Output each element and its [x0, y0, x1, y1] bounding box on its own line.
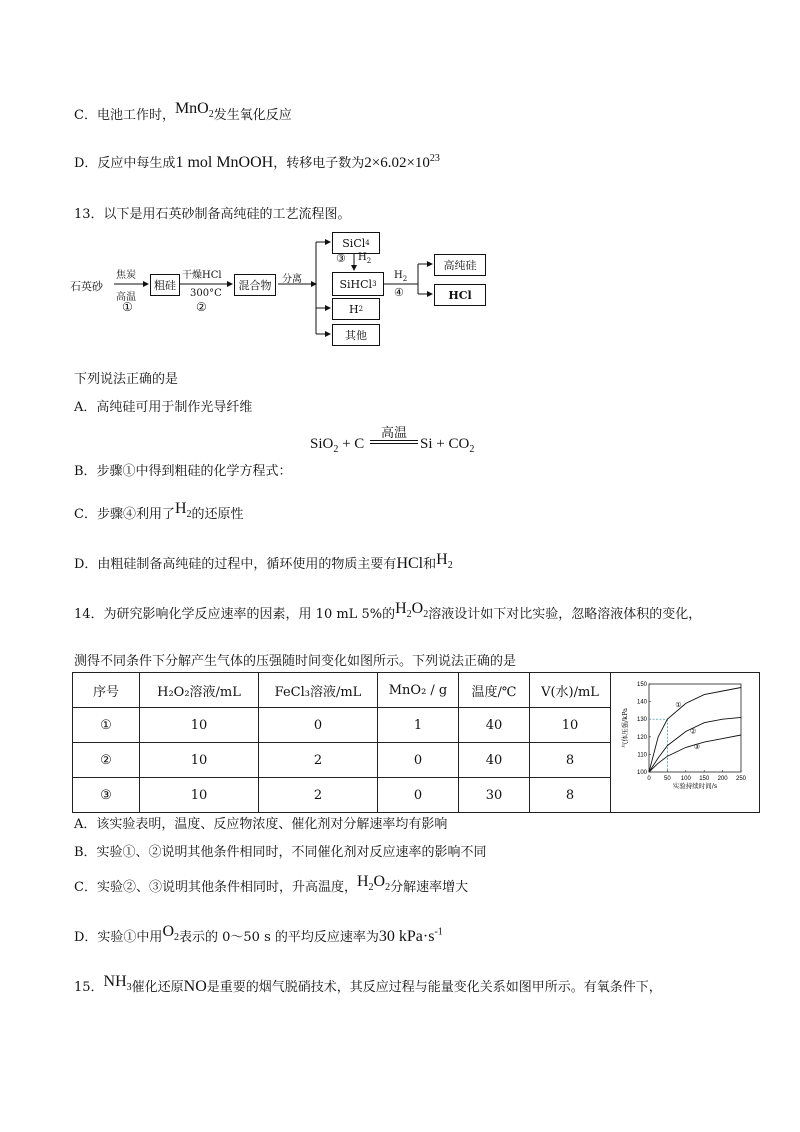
x-axis-label: 实验持续时间/s — [672, 781, 718, 790]
flow-step1-reagent: 焦炭 — [116, 270, 136, 281]
series-label-3: ③ — [693, 742, 700, 751]
flow-start: 石英砂 — [70, 280, 103, 293]
cell: 0 — [378, 743, 459, 778]
flow-other: 其他 — [332, 324, 380, 346]
flow-step4-h2: $H_2$ — [394, 270, 408, 283]
cell: 10 — [140, 778, 259, 813]
cell: ③ — [73, 778, 140, 813]
series-label-1: ① — [675, 700, 682, 709]
y-tick-label: 130 — [636, 716, 647, 723]
equation-condition: 高温 — [380, 426, 407, 441]
series-line-3 — [649, 735, 741, 772]
table-header-row — [73, 673, 760, 708]
header-index: 序号 — [73, 673, 140, 708]
header-mno2: MnO₂ / g — [378, 673, 459, 708]
q13-option-a: A．高纯硅可用于制作光导纤维 — [74, 400, 253, 415]
q13-stem: 13．以下是用石英砂制备高纯硅的工艺流程图。 — [74, 207, 351, 222]
header-water: V(水)/mL — [530, 673, 611, 708]
q12-option-d: D．反应中每生成1 mol MnOOH，转移电子数为$2\times 6.02\times 10^{23}$ — [74, 153, 440, 171]
flow-sihcl3: SiHCl 3 — [332, 272, 384, 296]
q14-stem: 14．为研究影响化学反应速率的因素，用 10 mL 5%的$H_2O_2$溶液设计如下对比实验，忽略溶液体积的变化， — [74, 600, 702, 622]
q13-option-d: D．由粗硅制备高纯硅的过程中，循环使用的物质主要有HCl和$H_2$ — [74, 551, 453, 572]
flow-pure-si: 高纯硅 — [434, 254, 486, 276]
x-tick-label: 0 — [647, 775, 651, 782]
chart-cell — [611, 673, 760, 813]
x-tick-label: 250 — [735, 775, 747, 782]
cell: 0 — [259, 708, 378, 743]
flow-h2-box: H 2 — [332, 298, 380, 320]
flow-step1-number: ① — [122, 300, 133, 314]
flow-sicl4: SiCl 4 — [332, 232, 380, 254]
flow-crude-si: 粗硅 — [150, 274, 180, 296]
x-tick-label: 200 — [717, 775, 728, 782]
flow-step2-condition: 300°C — [190, 288, 222, 299]
q14-option-d: D．实验①中用$O_2$表示的 0～50 s 的平均反应速率为30 $kPa\cdot s^{-1}$ — [74, 923, 443, 945]
q14-option-a: A．该实验表明，温度、反应物浓度、催化剂对分解速率均有影响 — [74, 817, 448, 832]
flow-step3-h2: $H_2$ — [358, 252, 372, 265]
y-tick-label: 100 — [636, 769, 647, 776]
header-fecl3: FeCl₃溶液/mL — [259, 673, 378, 708]
header-temp: 温度/℃ — [459, 673, 530, 708]
flow-hcl: HCl — [434, 284, 486, 306]
q13-option-c: C．步骤④利用了$H_2$的还原性 — [74, 500, 244, 522]
cell: 0 — [378, 778, 459, 813]
q14-table — [72, 672, 760, 813]
cell: 2 — [259, 778, 378, 813]
cell: 40 — [459, 743, 530, 778]
flow-step4-number: ④ — [394, 286, 404, 299]
y-tick-label: 120 — [636, 734, 647, 741]
cell: 30 — [459, 778, 530, 813]
flow-separate: 分离 — [282, 274, 302, 285]
q14-stem-2: 测得不同条件下分解产生气体的压强随时间变化如图所示。下列说法正确的是 — [74, 654, 517, 669]
flow-step2-number: ② — [196, 300, 207, 314]
x-tick-label: 100 — [680, 775, 691, 782]
cell: 2 — [259, 743, 378, 778]
cell: 10 — [140, 743, 259, 778]
header-h2o2: H₂O₂溶液/mL — [140, 673, 259, 708]
cell: 1 — [378, 708, 459, 743]
q15-stem: 15．$NH_3$催化还原NO是重要的烟气脱硝技术，其反应过程与能量变化关系如图甲所示。有氧条件下， — [74, 973, 662, 995]
pressure-time-chart — [615, 676, 755, 806]
flow-step1-condition: 高温 — [116, 292, 136, 303]
q12-option-c: C．电池工作时，MnO$_2$发生氧化反应 — [74, 100, 292, 123]
x-tick-label: 50 — [664, 775, 671, 782]
flow-step2-reagent: 干燥HCl — [182, 270, 222, 281]
cell: 40 — [459, 708, 530, 743]
x-tick-label: 150 — [699, 775, 710, 782]
cell: 10 — [530, 708, 611, 743]
q14-option-b: B．实验①、②说明其他条件相同时，不同催化剂对反应速率的影响不同 — [74, 845, 487, 860]
q13-equation: SiO$_2$ + C 高温 $Si + CO_2$ — [310, 422, 490, 458]
q13-option-b: B．步骤①中得到粗硅的化学方程式： — [74, 464, 292, 479]
cell: ② — [73, 743, 140, 778]
y-tick-label: 140 — [636, 699, 647, 706]
cell: 8 — [530, 778, 611, 813]
flow-step3-number: ③ — [336, 252, 346, 265]
y-axis-label: 气体压强/kPa — [621, 707, 629, 748]
flow-mixture: 混合物 — [234, 274, 276, 296]
q13-flow-diagram — [70, 228, 510, 348]
cell: 8 — [530, 743, 611, 778]
y-tick-label: 150 — [636, 681, 647, 688]
cell: 10 — [140, 708, 259, 743]
y-tick-label: 110 — [637, 751, 647, 758]
q14-option-c: C．实验②、③说明其他条件相同时，升高温度，$H_2O_2$分解速率增大 — [74, 873, 469, 895]
q13-question: 下列说法正确的是 — [74, 372, 179, 387]
cell: ① — [73, 708, 140, 743]
series-label-2: ② — [690, 726, 697, 735]
